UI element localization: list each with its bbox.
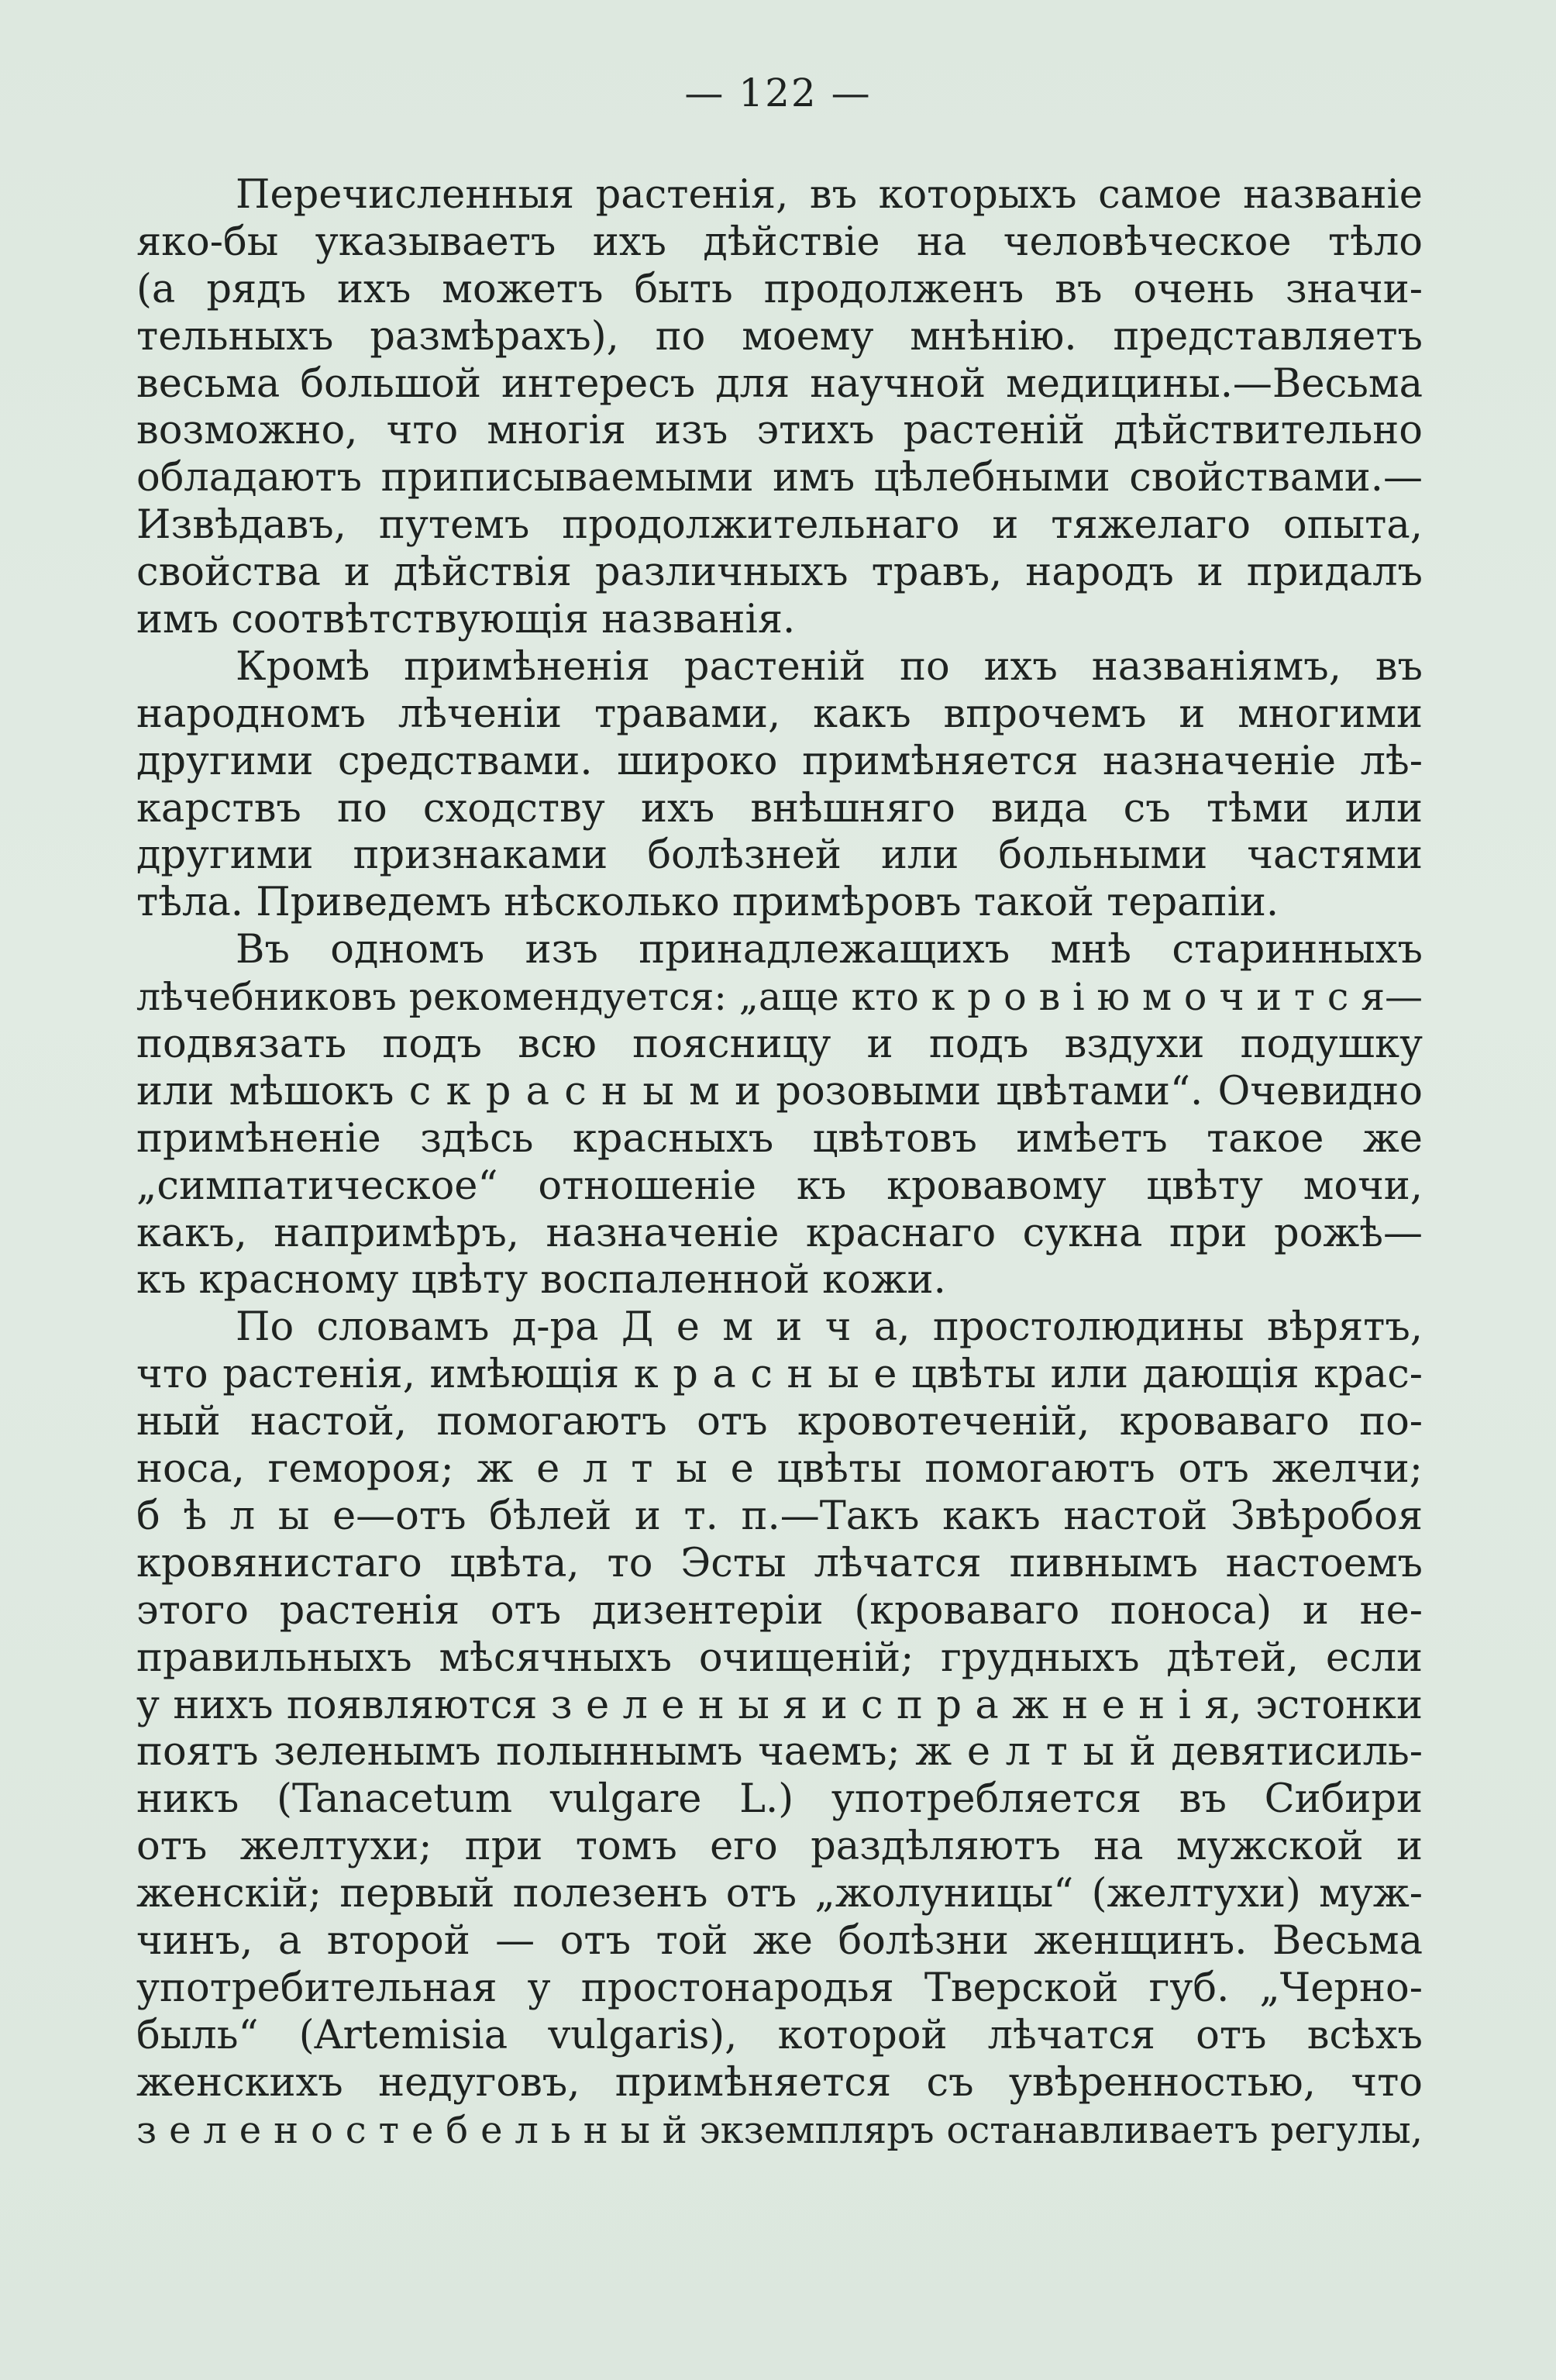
text-line: ный настой, помогаютъ отъ кровотеченій, кроваваго по- <box>136 1399 1423 1445</box>
text-line: возможно, что многія изъ этихъ растеній дѣйствительно <box>136 408 1423 454</box>
body-text <box>136 172 1423 2154</box>
text-line: народномъ лѣченіи травами, какъ впрочемъ и многими <box>136 691 1423 737</box>
text-line: какъ, напримѣръ, назначеніе краснаго сукна при рожѣ— <box>136 1210 1423 1256</box>
text-line: Кромѣ примѣненія растеній по ихъ названіямъ, въ <box>236 643 1423 690</box>
text-line: что растенія, имѣющія к р а с н ы е цвѣты или дающія крас- <box>136 1352 1423 1398</box>
text-line: никъ (Tanacetum vulgare L.) употребляется въ Сибири <box>136 1776 1423 1823</box>
text-line: (а рядъ ихъ можетъ быть продолженъ въ очень значи- <box>136 266 1423 312</box>
text-line: обладаютъ приписываемыми имъ цѣлебными свойствами.— <box>136 455 1423 501</box>
text-line: другими средствами. широко примѣняется назначеніе лѣ- <box>136 738 1423 784</box>
text-line: женскихъ недуговъ, примѣняется съ увѣренностью, что <box>136 2059 1423 2106</box>
text-line: з е л е н о с т е б е л ь н ы й экземпляръ останавливаетъ регулы, <box>136 2108 1423 2152</box>
text-line: Въ одномъ изъ принадлежащихъ мнѣ старинныхъ <box>236 927 1423 973</box>
text-line: подвязать подъ всю поясницу и подъ вздухи подушку <box>136 1021 1423 1068</box>
text-line: быль“ (Artemisia vulgaris), которой лѣчатся отъ всѣхъ <box>136 2012 1423 2058</box>
text-line: употребительная у простонародья Тверской губ. „Черно- <box>136 1965 1423 2011</box>
text-line: имъ соотвѣтствующія названія. <box>136 597 796 643</box>
text-line: другими признаками болѣзней или больными частями <box>136 832 1423 879</box>
text-line: тѣла. Приведемъ нѣсколько примѣровъ такой терапіи. <box>136 880 1279 926</box>
text-line: чинъ, а второй — отъ той же болѣзни женщинъ. Весьма <box>136 1917 1423 1964</box>
text-line: этого растенія отъ дизентеріи (кроваваго поноса) и не- <box>136 1587 1423 1634</box>
text-line: правильныхъ мѣсячныхъ очищеній; грудныхъ дѣтей, если <box>136 1634 1423 1681</box>
text-line: тельныхъ размѣрахъ), по моему мнѣнію. представляетъ <box>136 313 1423 360</box>
text-line: б ѣ л ы е—отъ бѣлей и т. п.—Такъ какъ настой Звѣробоя <box>136 1493 1423 1539</box>
text-line: къ красному цвѣту воспаленной кожи. <box>136 1257 946 1304</box>
text-line: женскій; первый полезенъ отъ „жолуницы“ (желтухи) муж- <box>136 1871 1423 1917</box>
text-line: „симпатическое“ отношеніе къ кровавому цвѣту мочи, <box>136 1162 1423 1209</box>
page-number: — 122 — <box>684 71 872 115</box>
text-line: Извѣдавъ, путемъ продолжительнаго и тяжелаго опыта, <box>136 502 1423 549</box>
text-line: лѣчебниковъ рекомендуется: „аще кто к р о в і ю м о ч и т с я— <box>136 975 1423 1020</box>
text-line: яко-бы указываетъ ихъ дѣйствіе на человѣческое тѣло <box>136 219 1423 265</box>
text-line: кровянистаго цвѣта, то Эсты лѣчатся пивнымъ настоемъ <box>136 1540 1423 1586</box>
text-line: носа, гемороя; ж е л т ы е цвѣты помогаютъ отъ желчи; <box>136 1446 1423 1493</box>
text-line: отъ желтухи; при томъ его раздѣляютъ на мужской и <box>136 1824 1423 1870</box>
text-line: у нихъ появляются з е л е н ы я и с п р а ж н е н і я, эстонки <box>136 1682 1423 1728</box>
text-line: карствъ по сходству ихъ внѣшняго вида съ тѣми или <box>136 785 1423 832</box>
text-line: Перечисленныя растенія, въ которыхъ самое названіе <box>236 172 1423 218</box>
text-line: или мѣшокъ с к р а с н ы м и розовыми цвѣтами“. Очевидно <box>136 1068 1423 1114</box>
text-line: весьма большой интересъ для научной медицины.—Весьма <box>136 360 1423 407</box>
text-line: примѣненіе здѣсь красныхъ цвѣтовъ имѣетъ такое же <box>136 1115 1423 1162</box>
text-line: свойства и дѣйствія различныхъ травъ, народъ и придалъ <box>136 549 1423 596</box>
text-line: По словамъ д-ра Д е м и ч а, простолюдины вѣрятъ, <box>236 1304 1423 1351</box>
text-line: поятъ зеленымъ полыннымъ чаемъ; ж е л т ы й девятисиль- <box>136 1729 1423 1776</box>
